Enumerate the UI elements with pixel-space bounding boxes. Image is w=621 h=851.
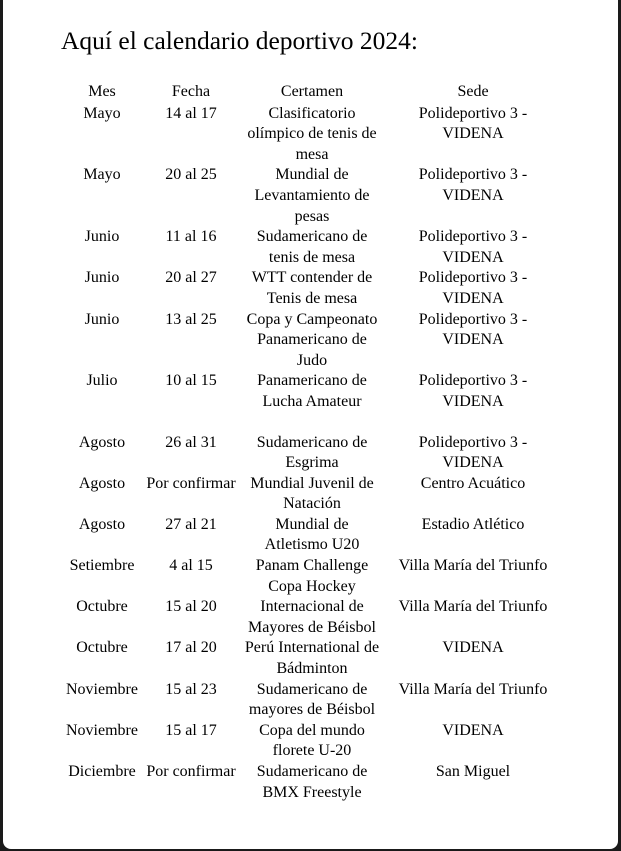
table-row — [59, 597, 559, 638]
cell-mes: Junio — [84, 228, 120, 246]
cell-mes: Noviembre — [66, 680, 138, 698]
cell-fecha: 4 al 15 — [169, 557, 213, 575]
table-row — [59, 680, 559, 721]
cell-fecha: 15 al 23 — [165, 680, 217, 698]
cell-sede: Polideportivo 3 - VIDENA — [418, 228, 528, 266]
table-row — [59, 515, 559, 556]
blank-row — [59, 413, 559, 433]
cell-fecha: Por confirmar — [146, 763, 236, 780]
table-row — [59, 310, 559, 372]
cell-fecha: 20 al 27 — [165, 269, 217, 287]
cell-fecha: Por confirmar — [146, 474, 236, 492]
cell-certamen: Copa y Campeonato Panamericano de Judo — [246, 310, 378, 369]
cell-certamen: Panam Challenge Copa Hockey — [255, 557, 369, 595]
cell-fecha: 20 al 25 — [165, 166, 217, 184]
cell-sede: San Miguel — [435, 763, 511, 780]
cell-sede: Estadio Atlético — [421, 515, 525, 533]
cell-mes: Junio — [84, 310, 120, 328]
cell-certamen: Internacional de Mayores de Béisbol — [248, 598, 376, 636]
cell-certamen: Clasificatorio olímpico de tenis de mesa — [247, 104, 377, 163]
table-row — [59, 762, 559, 803]
cell-fecha: 10 al 15 — [165, 372, 217, 390]
cell-certamen: WTT contender de Tenis de mesa — [251, 269, 373, 307]
cell-certamen: Sudamericano de mayores de Béisbol — [248, 680, 376, 719]
cell-sede: VIDENA — [442, 721, 504, 739]
table-row — [59, 104, 559, 166]
cell-mes: Agosto — [78, 515, 126, 533]
cell-fecha: 13 al 25 — [165, 310, 217, 328]
table-row — [59, 721, 559, 762]
cell-sede: Polideportivo 3 - VIDENA — [418, 269, 528, 307]
cell-mes: Octubre — [76, 639, 128, 657]
cell-certamen: Perú International de Bádminton — [244, 639, 380, 678]
cell-certamen: Mundial Juvenil de Natación — [250, 474, 374, 513]
cell-certamen: Sudamericano de tenis de mesa — [256, 228, 368, 266]
cell-fecha: 15 al 20 — [165, 598, 217, 616]
table-row — [59, 227, 559, 268]
cell-fecha: 26 al 31 — [165, 433, 217, 451]
cell-sede: Polideportivo 3 - VIDENA — [418, 433, 528, 472]
cell-sede: Polideportivo 3 - VIDENA — [418, 104, 528, 143]
cell-fecha: 17 al 20 — [165, 639, 217, 657]
table-row — [59, 165, 559, 227]
page-title: Aquí el calendario deportivo 2024: — [61, 26, 418, 55]
cell-certamen: Mundial de Atletismo U20 — [264, 515, 360, 554]
column-header-mes: Mes — [88, 83, 116, 100]
cell-sede: Villa María del Triunfo — [398, 557, 548, 575]
blank-cell — [59, 413, 559, 433]
cell-fecha: 27 al 21 — [165, 515, 217, 533]
table-row — [59, 371, 559, 412]
cell-certamen: Sudamericano de Esgrima — [256, 433, 368, 472]
cell-sede: Polideportivo 3 - VIDENA — [418, 372, 528, 410]
cell-certamen: Sudamericano de BMX Freestyle — [256, 763, 368, 801]
table-row — [59, 638, 559, 679]
document-page — [3, 0, 618, 849]
cell-sede: Villa María del Triunfo — [398, 680, 548, 698]
cell-fecha: 14 al 17 — [165, 104, 217, 122]
cell-certamen: Panamericano de Lucha Amateur — [257, 372, 367, 410]
cell-mes: Agosto — [78, 474, 126, 492]
calendar-table — [59, 82, 559, 803]
table-row — [59, 433, 559, 474]
cell-mes: Julio — [86, 372, 118, 390]
cell-sede: VIDENA — [442, 639, 504, 657]
cell-sede: Polideportivo 3 - VIDENA — [418, 310, 528, 349]
cell-mes: Octubre — [76, 598, 128, 616]
cell-mes: Junio — [84, 269, 120, 287]
column-header-certamen: Certamen — [280, 83, 344, 100]
cell-mes: Setiembre — [69, 557, 135, 575]
cell-fecha: 15 al 17 — [165, 721, 217, 739]
cell-mes: Noviembre — [66, 721, 138, 739]
cell-certamen: Copa del mundo florete U-20 — [259, 721, 365, 760]
table-row — [59, 474, 559, 515]
cell-mes: Mayo — [83, 166, 121, 184]
column-header-sede: Sede — [457, 83, 489, 100]
table-row — [59, 556, 559, 597]
cell-mes: Diciembre — [68, 763, 136, 780]
cell-mes: Agosto — [78, 433, 126, 451]
cell-mes: Mayo — [83, 104, 121, 122]
cell-fecha: 11 al 16 — [165, 228, 217, 246]
table-row — [59, 268, 559, 309]
cell-certamen: Mundial de Levantamiento de pesas — [254, 166, 370, 225]
cell-sede: Centro Acuático — [420, 474, 526, 492]
table-header-row — [59, 82, 559, 104]
cell-sede: Polideportivo 3 - VIDENA — [418, 166, 528, 204]
cell-sede: Villa María del Triunfo — [398, 598, 548, 616]
column-header-fecha: Fecha — [171, 83, 211, 100]
